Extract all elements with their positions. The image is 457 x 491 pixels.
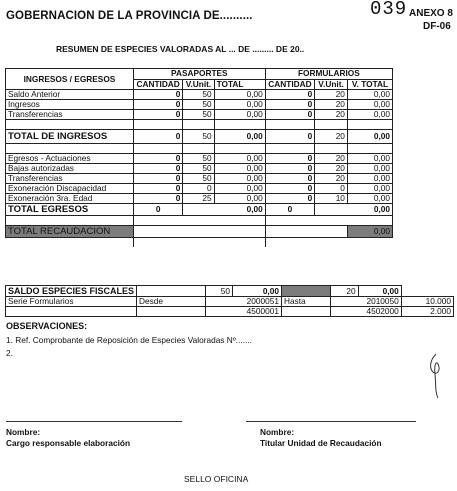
cell-value: 0 — [133, 100, 182, 110]
cell-value: 50 — [205, 286, 233, 297]
handwritten-signature-mark — [424, 352, 448, 402]
cell-value: 0,00 — [233, 286, 282, 297]
cell-value: 0 — [133, 204, 182, 216]
cell-value: 0,00 — [347, 100, 392, 110]
cell-value: 0 — [133, 184, 182, 194]
cell-value: 0 — [133, 90, 182, 100]
document-subtitle: RESUMEN DE ESPECIES VALORADAS AL ... DE ......... DE 20.. — [56, 44, 305, 54]
cell-value: 0 — [265, 164, 314, 174]
row-label: Transferencias — [6, 174, 134, 184]
cell-value: 0 — [133, 154, 182, 164]
signature-cargo-left: Cargo responsable elaboración — [6, 438, 131, 448]
row-label: Transferencias — [6, 110, 134, 120]
cell-value: 0,00 — [214, 110, 265, 120]
col-header-ingresos-egresos: INGRESOS / EGRESOS — [6, 69, 134, 90]
cell-value: 0 — [133, 164, 182, 174]
table-row — [6, 90, 393, 100]
subheader-vtotal: V. TOTAL — [347, 79, 392, 90]
cell-value: 0,00 — [347, 110, 392, 120]
subheader-vunit: V.Unit. — [183, 79, 214, 90]
cell-value: 0 — [265, 110, 314, 120]
cell-value: 0,00 — [315, 204, 393, 216]
cell-value: 0,00 — [214, 164, 265, 174]
table-row — [6, 154, 393, 164]
cell-value: 50 — [183, 164, 214, 174]
cell-value: 20 — [331, 286, 359, 297]
table-row — [6, 164, 393, 174]
hasta-value: 2010050 — [331, 297, 402, 307]
cell-value: 0,00 — [214, 154, 265, 164]
serie-row — [6, 297, 454, 307]
observacion-line-2: 2. — [6, 348, 13, 358]
cell-value: 0 — [265, 194, 314, 204]
table-row — [6, 184, 393, 194]
cell-value: 0 — [133, 194, 182, 204]
group-header-formularios: FORMULARIOS — [265, 69, 392, 80]
cell-value: 0 — [133, 174, 182, 184]
cell-value: 0 — [265, 174, 314, 184]
cell-value: 0 — [265, 90, 314, 100]
spacer-row — [6, 144, 393, 154]
subheader-cantidad: CANTIDAD — [133, 79, 182, 90]
row-label: Saldo Anterior — [6, 90, 134, 100]
saldo-row — [6, 286, 454, 297]
row-label: Ingresos — [6, 100, 134, 110]
cell-value: 0 — [315, 184, 348, 194]
cell-value: 0 — [265, 184, 314, 194]
row-label: Exoneración 3ra. Edad — [6, 194, 134, 204]
subheader-total: TOTAL — [214, 79, 265, 90]
signature-line-right — [246, 421, 416, 422]
cell-value: 25 — [183, 194, 214, 204]
cell-value: 0 — [265, 100, 314, 110]
desde-label: Desde — [137, 297, 205, 307]
total-recaudacion-label: TOTAL RECAUDACION — [6, 226, 134, 238]
cell-value: 20 — [315, 174, 348, 184]
resumen-table — [5, 68, 393, 247]
cell-value: 0,00 — [347, 226, 392, 238]
observacion-line-1: 1. Ref. Comprobante de Reposición de Especies Valoradas Nº....... — [6, 335, 252, 345]
cell-value: 50 — [183, 174, 214, 184]
cell-value: 0,00 — [347, 130, 392, 144]
cell-value: 20 — [315, 154, 348, 164]
anexo-label: ANEXO 8 — [409, 8, 453, 19]
cell-value: 50 — [183, 154, 214, 164]
total-ingresos-label: TOTAL DE INGRESOS — [6, 130, 134, 144]
total-egresos-row — [6, 204, 393, 216]
cell-value: 50 — [183, 110, 214, 120]
spacer-row — [6, 120, 393, 130]
table-row — [6, 194, 393, 204]
row-label: Egresos - Actuaciones — [6, 154, 134, 164]
document-title: GOBERNACION DE LA PROVINCIA DE.......... — [6, 10, 253, 22]
signature-cargo-right: Titular Unidad de Recaudación — [260, 438, 382, 448]
cell-value: 0 — [183, 184, 214, 194]
cell-value: 0 — [265, 204, 314, 216]
cell-value: 20 — [315, 164, 348, 174]
subheader-cantidad: CANTIDAD — [265, 79, 314, 90]
cell-value: 50 — [183, 130, 214, 144]
cell-value: 0,00 — [347, 194, 392, 204]
cell-value: 0,00 — [214, 184, 265, 194]
spacer-row — [6, 216, 393, 226]
table-row — [6, 100, 393, 110]
cell-value: 20 — [315, 110, 348, 120]
table-header-row — [6, 69, 393, 80]
cell-value: 0,00 — [347, 174, 392, 184]
table-row — [6, 110, 393, 120]
cell-value: 0,00 — [347, 154, 392, 164]
cell-value: 20 — [315, 130, 348, 144]
cell-value: 0 — [265, 154, 314, 164]
form-code: DF-06 — [423, 21, 451, 32]
group-header-pasaportes: PASAPORTES — [133, 69, 265, 80]
cell-value: 0,00 — [347, 164, 392, 174]
page-number: 039 — [370, 0, 408, 20]
cell-value: 50 — [183, 90, 214, 100]
quantity-value: 10.000 — [401, 297, 453, 307]
cell-value: 0,00 — [347, 184, 392, 194]
cell-value: 0,00 — [214, 130, 265, 144]
cell-value: 20 — [315, 90, 348, 100]
cell-value: 0 — [133, 130, 182, 144]
table-row — [6, 174, 393, 184]
signature-line-left — [6, 421, 182, 422]
desde-value: 2000051 — [205, 297, 281, 307]
cell-value: 0,00 — [347, 90, 392, 100]
row-label: Bajas autorizadas — [6, 164, 134, 174]
row-label: Exoneración Discapacidad — [6, 184, 134, 194]
serie-label: Serie Formularios — [6, 297, 137, 307]
total-recaudacion-row — [6, 226, 393, 238]
serie-row — [6, 307, 454, 317]
cell-value: 20 — [315, 100, 348, 110]
hasta-label: Hasta — [281, 297, 330, 307]
signature-name-left: Nombre: — [6, 427, 41, 437]
cell-value: 0,00 — [214, 100, 265, 110]
quantity-value: 2.000 — [401, 307, 453, 317]
cell-value: 0,00 — [214, 194, 265, 204]
signature-name-right: Nombre: — [260, 427, 295, 437]
desde-value: 4500001 — [205, 307, 281, 317]
cell-value: 0,00 — [183, 204, 265, 216]
total-ingresos-row — [6, 130, 393, 144]
sello-oficina: SELLO OFICINA — [184, 474, 249, 484]
cell-value: 50 — [183, 100, 214, 110]
cell-value: 0 — [265, 130, 314, 144]
saldo-label: SALDO ESPECIES FISCALES — [6, 286, 137, 297]
subheader-vunit: V.Unit. — [315, 79, 348, 90]
cell-value: 0 — [133, 110, 182, 120]
hasta-value: 4502000 — [331, 307, 402, 317]
cell-value: 10 — [315, 194, 348, 204]
spacer-row — [6, 238, 393, 248]
cell-value: 0,00 — [214, 90, 265, 100]
observaciones-title: OBSERVACIONES: — [6, 321, 88, 331]
total-egresos-label: TOTAL EGRESOS — [6, 204, 134, 216]
cell-value: 0,00 — [214, 174, 265, 184]
saldo-table — [5, 285, 454, 317]
cell-value: 0,00 — [358, 286, 401, 297]
